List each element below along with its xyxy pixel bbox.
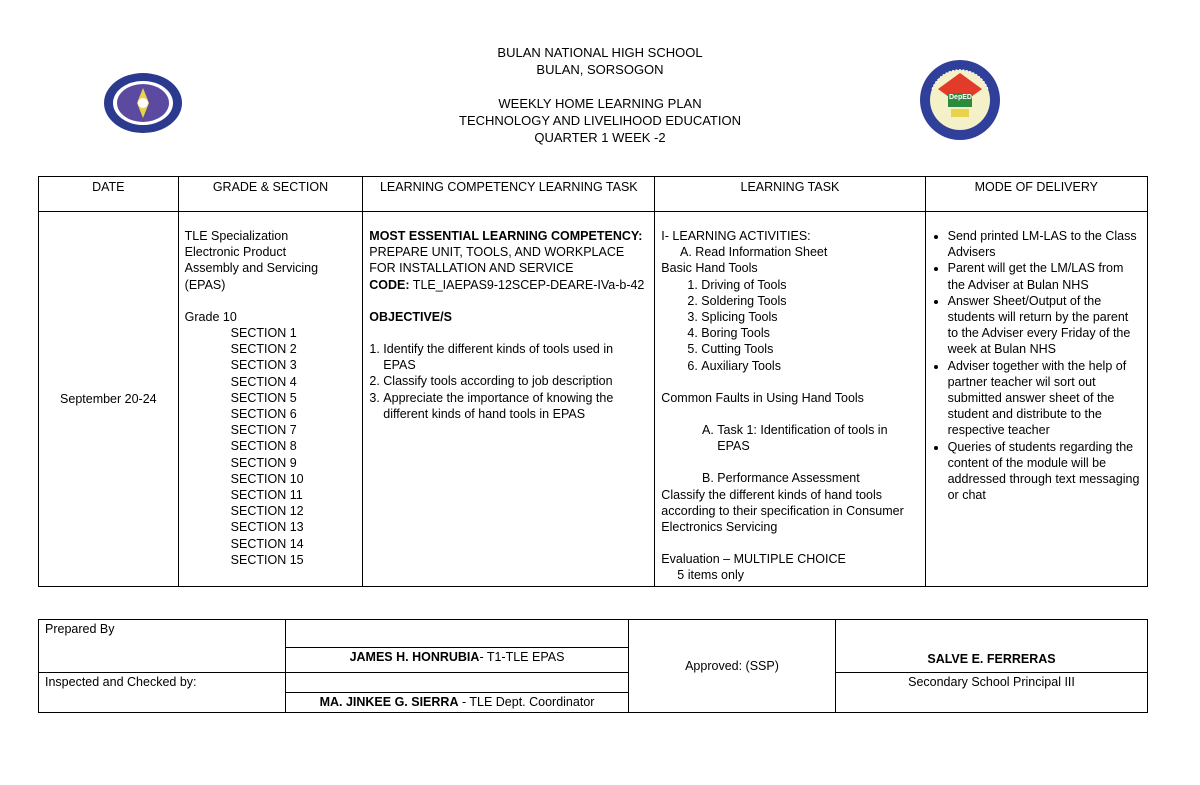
section-item: SECTION 12	[230, 504, 304, 519]
prepared-label: Prepared By	[39, 620, 286, 673]
col-mode-delivery: MODE OF DELIVERY	[925, 177, 1147, 212]
section-item: SECTION 6	[230, 407, 297, 422]
read-list	[661, 244, 918, 260]
mode-item: • Send printed LM-LAS to the Class Advisers	[948, 228, 1141, 260]
prepared-blank	[286, 620, 629, 648]
section-item: SECTION 9	[230, 455, 297, 470]
section-item: SECTION 14	[230, 536, 304, 551]
learning-task-cell	[655, 212, 925, 587]
signature-table	[38, 619, 1148, 713]
document-header	[0, 44, 1200, 146]
basic-tools-heading: Basic Hand Tools	[661, 261, 758, 276]
activities-heading: I- LEARNING ACTIVITIES:	[661, 229, 811, 243]
objective-item: 3. Appreciate the importance of knowing the different kinds of hand tools in EPAS	[383, 390, 648, 422]
performance-list	[661, 470, 918, 486]
table-header-row	[39, 177, 1148, 212]
col-grade-section: GRADE & SECTION	[178, 177, 363, 212]
tool-item: 4. Boring Tools	[701, 325, 918, 341]
objectives-list	[369, 341, 648, 422]
tool-item: 6. Auxiliary Tools	[701, 358, 918, 374]
prepared-signature	[286, 648, 629, 673]
mode-item: • Parent will get the LM/LAS from the Adviser at Bulan NHS	[948, 260, 1141, 292]
table-row	[39, 212, 1148, 587]
principal-name: SALVE E. FERRERAS	[836, 620, 1148, 673]
objective-item: 2. Classify tools according to job description	[383, 373, 648, 389]
faults-heading: Common Faults in Using Hand Tools	[661, 390, 864, 405]
prepared-name: JAMES H. HONRUBIA	[349, 650, 480, 664]
tool-item: 3. Splicing Tools	[701, 309, 918, 325]
items-text: 5 items only	[677, 568, 744, 583]
code-label: CODE:	[369, 277, 410, 292]
coordinator-name: MA. JINKEE G. SIERRA	[319, 695, 459, 709]
school-name: BULAN NATIONAL HIGH SCHOOL	[497, 45, 703, 60]
section-item: SECTION 11	[230, 488, 303, 503]
mode-item: • Adviser together with the help of partner teacher wil sort out submitted answer sheet of the student and distribute to the respective teacher	[948, 358, 1141, 439]
principal-role: Secondary School Principal III	[836, 673, 1148, 713]
section-item: SECTION 1	[230, 326, 297, 341]
objectives-heading: OBJECTIVE/S	[369, 309, 452, 324]
section-item: SECTION 4	[230, 374, 297, 389]
coordinator-role: - TLE Dept. Coordinator	[458, 695, 595, 709]
col-date: DATE	[39, 177, 179, 212]
coordinator-signature	[286, 693, 629, 713]
classify-text: Classify the different kinds of hand tools according to their specification in Consumer Electronics Servicing	[661, 487, 904, 535]
mode-item: • Queries of students regarding the content of the module will be addressed through text messaging or chat	[948, 439, 1141, 504]
inspected-label: Inspected and Checked by:	[39, 673, 286, 713]
grade-label: Grade 10	[184, 309, 237, 324]
quarter-title: QUARTER 1 WEEK -2	[534, 130, 666, 145]
col-learning-task: LEARNING TASK	[655, 177, 925, 212]
mel-text: PREPARE UNIT, TOOLS, AND WORKPLACE FOR INSTALLATION AND SERVICE	[369, 245, 625, 276]
school-location: BULAN, SORSOGON	[536, 62, 664, 77]
spec-line: Electronic Product	[184, 245, 287, 260]
task-list	[661, 422, 918, 454]
section-item: SECTION 13	[230, 520, 304, 535]
tool-item: 2. Soldering Tools	[701, 293, 918, 309]
objective-item: 1. Identify the different kinds of tools used in EPAS	[383, 341, 648, 373]
subject-title: TECHNOLOGY AND LIVELIHOOD EDUCATION	[459, 113, 741, 128]
section-item: SECTION 3	[230, 358, 297, 373]
tools-list	[661, 277, 918, 374]
task1-item: A. Task 1: Identification of tools in EPAS	[717, 422, 918, 454]
mode-list	[932, 228, 1141, 503]
competency-cell	[363, 212, 655, 587]
col-competency: LEARNING COMPETENCY LEARNING TASK	[363, 177, 655, 212]
plan-title: WEEKLY HOME LEARNING PLAN	[498, 96, 702, 111]
tool-item: 1. Driving of Tools	[701, 277, 918, 293]
code-value: TLE_IAEPAS9-12SCEP-DEARE-IVa-b-42	[409, 277, 645, 292]
prepared-role: - T1-TLE EPAS	[479, 650, 565, 664]
performance-item: B. Performance Assessment	[717, 470, 918, 486]
section-item: SECTION 15	[230, 552, 304, 567]
tool-item: 5. Cutting Tools	[701, 341, 918, 357]
learning-plan-table	[38, 176, 1148, 587]
evaluation-text: Evaluation – MULTIPLE CHOICE	[661, 552, 846, 567]
spec-line: Assembly and Servicing	[184, 261, 319, 276]
approved-label: Approved: (SSP)	[629, 620, 836, 713]
spec-line: TLE Specialization	[184, 229, 289, 243]
competency-code	[369, 277, 648, 293]
section-item: SECTION 5	[230, 390, 297, 405]
section-item: SECTION 8	[230, 439, 297, 454]
spec-line: (EPAS)	[184, 277, 226, 292]
mode-item: • Answer Sheet/Output of the students will return by the parent to the Adviser every Friday of the week at Bulan NHS	[948, 293, 1141, 358]
mel-heading: MOST ESSENTIAL LEARNING COMPETENCY:	[369, 229, 643, 243]
mode-delivery-cell	[925, 212, 1147, 587]
grade-section-cell	[178, 212, 363, 587]
read-info-item: A. Read Information Sheet	[695, 244, 918, 260]
section-item: SECTION 10	[230, 471, 304, 486]
date-cell: September 20-24	[39, 212, 179, 587]
inspected-blank	[286, 673, 629, 693]
section-item: SECTION 2	[230, 342, 297, 357]
deped-badge-text: DepED	[949, 94, 972, 101]
section-item: SECTION 7	[230, 423, 297, 438]
